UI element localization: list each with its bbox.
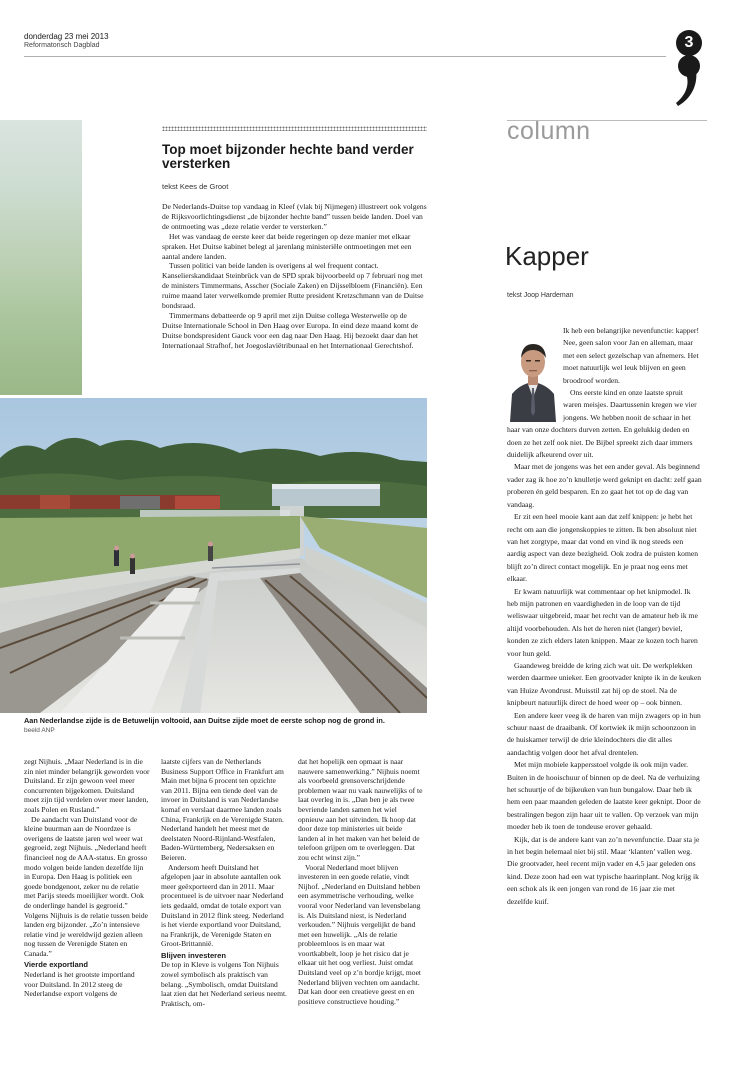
- left-margin-image: [0, 120, 82, 395]
- column-paragraph: Gaandeweg breidde de kring zich wat uit. De werkplekken werden daarmee unieker. Een grootvader knipte ik in de keuken van Huize Avondrust. Muisstil zat hij op de stoel. Na de knipbeurt natuurlijk direct de hoed weer op – ook binnen.: [507, 660, 701, 708]
- intro-paragraph: Timmermans debatteerde op 9 april met zijn Duitse collega Westerwelle op de Duitse Internationale School in Den Haag over Europa. In eind deze maand komt de Duitse bondspresident Gauck voor een dag naar Den Haag. Hij bezoekt daar dan het Internationaal Strafhof, het Joegoslaviëtribunaal en het Internationaal Gerechtshof.: [162, 310, 418, 350]
- article-paragraph: dat het hopelijk een opmaat is naar nauwere samenwerking.” Nijhuis noemt als voorbeeld grensoverschrijdende problemen waar nu vaak nauwelijks of te laat overleg in is. „Dan ben je als twee bevriende landen samen het wiel opnieuw aan het uitvinden. Ik hoop dat door deze top ministeries uit beide landen al in het maken van het beleid de telefoon grijpen om te overleggen. Dat zou echt winst zijn.”: [298, 757, 423, 862]
- article-subheading: Vierde exportland: [24, 960, 89, 970]
- railway-photo: [0, 398, 427, 713]
- header-rule: [24, 56, 666, 57]
- intro-paragraph: De Nederlands-Duitse top vandaag in Kleef (vlak bij Nijmegen) illustreert ook volgens de Rijksvoorlichtingsdienst „de bijzonder hechte band” tussen beide landen. Doel van de ontmoeting was „deze relatie verder te versterken.”: [162, 202, 427, 231]
- column-paragraph: Een andere keer veeg ik de haren van mijn zwagers op in hun schuur naast de draaibank. Of kortwiek ik mijn schoonzoon in de huiskamer terwijl de drie kleindochters die dit alles aandachtig volgen door het afval drentelen.: [507, 710, 701, 757]
- photo-credit: beeld ANP: [24, 727, 55, 734]
- article-paragraph: De aandacht van Duitsland voor de kleine buurman aan de Noordzee is overigens de laatste jaren wel weer wat gegroeid, zegt Nijhuis. „Nederland heeft financieel nog de AAA-status. En grosso modo volgen beide landen dezelfde lijn in Europa. Den Haag is politiek een goede bondgenoot, zeker nu de relatie met Parijs steeds moeilijker wordt. Ook de onderlinge handel is gegroeid.” Volgens Nijhuis is de relatie tussen beide landen erg bijzonder. „Zo’n intensieve relatie vind je wereldwijd gezien alleen nog tussen de Verenigde Staten en Canada.”: [24, 814, 148, 958]
- photo-caption: Aan Nederlandse zijde is de Betuwelijn voltooid, aan Duitse zijde moet de eerste schop nog de grond in.: [24, 716, 385, 725]
- column-title: Kapper: [505, 241, 589, 271]
- article-column-2: [161, 757, 287, 1008]
- column-paragraph: Maar met de jongens was het een ander geval. Als beginnend vader zag ik hoe zo’n knulletje werd geknipt en dacht: zelf gaan proberen én geld besparen. En zo gaat het tot op de dag van vandaag.: [507, 462, 702, 509]
- intro-paragraph: Tussen politici van beide landen is overigens al wel frequent contact. Kanselierskandidaat Steinbrück van de SPD sprak bijvoorbeeld op 7 februari nog met de ministers Timmermans, Asscher (Sociale Zaken) en Dijsselbloem (Financiën). Een ruime maand later verwelkomde premier Rutte president Kretzschmann van de Duitse bondsraad.: [162, 261, 424, 311]
- intro-paragraph: Het was vandaag de eerste keer dat beide regeringen op deze manier met elkaar spraken. Het Duitse kabinet belegt al jarenlang ministeriële ontmoetingen met een aantal andere landen.: [162, 231, 412, 261]
- article-column-1: [24, 757, 150, 999]
- column-byline: tekst Joop Hardeman: [507, 292, 574, 299]
- column-paragraph: Ik heb een belangrijke nevenfunctie: kapper! Nee, geen salon voor Jan en alleman, maar met een select gezelschap van afnemers. Het moet natuurlijk wel leuk blijven en geen broodroof worden.: [563, 326, 699, 385]
- column-paragraph: Met mijn mobiele kappersstoel volgde ik ook mijn vader. Buiten in de hooischuur of binnen op de deel. Na de verhuizing het schuurtje of de bijkeuken van hun bungalow. Daar heb ik hem een paar maanden geleden de laatste keer geknipt. Door de bestralingen begon zijn haar uit te vallen. Op verzoek van mijn moeder heb ik toen de tondeuse erover gehaald.: [507, 760, 701, 832]
- column-section-label: column: [507, 117, 591, 145]
- author-portrait: [508, 332, 558, 422]
- column-paragraph: Ons eerste kind en onze laatste spruit waren meisjes. Daartussenin kregen we vier jongens. We hebben nooit de schaar in het haar van onze dochters durven zetten. En gelukkig deden en doen ze het zelf ook niet. De Bijbel spreekt zich daar immers duidelijk afkeurend over uit.: [507, 388, 697, 460]
- article-paragraph: zegt Nijhuis. „Maar Nederland is in die zin niet minder belangrijk geworden voor Duitsland. Er zijn gewoon veel meer concurrenten bijgekomen. Duitsland moet zijn tijd verdelen over meer landen, zoals Polen en Rusland.”: [24, 757, 150, 814]
- article-paragraph: laatste cijfers van de Netherlands Business Support Office in Frankfurt am Main met bijna 6 procent ten opzichte van 2011. Bijna een tiende deel van de invoer in Duitsland is van Nederlandse komaf en verslaat daarmee landen zoals China, Frankrijk en de Verenigde Staten. Nederland handelt het meest met de deelstaten Noord-Rijnland-Westfalen, Baden-Württemberg, Nedersaksen en Beieren.: [161, 757, 284, 862]
- column-paragraph: Kijk, dat is de andere kant van zo’n nevenfunctie. Daar sta je in het begin helemaal niet bij stil. Maar ‘klanten’ vallen weg. Die grootvader, heel recent mijn vader en 4,5 jaar geleden ons kind. Deze zoon had een wat typische haarinplant. Nog krijg ik een schok als ik een jongen van rond de 16 jaar zie met dezelfde kuif.: [507, 834, 700, 906]
- article-column-3: [298, 757, 424, 1006]
- header-date: donderdag 23 mei 2013: [24, 32, 109, 41]
- header-paper-name: Reformatorisch Dagblad: [24, 42, 100, 49]
- column-paragraph: Er zit een heel mooie kant aan dat zelf knippen: je hebt het recht om aan die jongenskoppies te zitten. Ik ben absoluut niet van het zorgtype, maar dat vond en vind ik nog steeds een aardig aspect van deze bezigheid. Ook zodra de puisten komen blijft zo’n direct contact mogelijk. En je praat nog eens met elkaar.: [507, 512, 699, 584]
- column-paragraph: Er kwam natuurlijk wat commentaar op het knipmodel. Ik heb mijn patronen en vaardigheden in de loop van de tijd weliswaar uitgebreid, maar het recht van de amateur heb ik me altijd voorbehouden. Als het de heren niet (langer) beviel, konden ze zich elders laten knippen. Maar ze kozen toch haren voor hun geld.: [507, 586, 698, 658]
- article-byline: tekst Kees de Groot: [162, 182, 229, 191]
- article-headline: Top moet bijzonder hechte band verder versterken: [162, 142, 414, 171]
- article-intro: [162, 202, 427, 351]
- article-paragraph: De top in Kleve is volgens Ton Nijhuis zowel symbolisch als praktisch van belang. „Symbolisch, omdat Duitsland laat zien dat het Nederland serieus neemt. Praktisch, om-: [161, 960, 287, 1008]
- article-dotted-rule: [162, 126, 427, 131]
- page-number-badge: 3: [676, 30, 702, 56]
- article-paragraph: Andersom heeft Duitsland het afgelopen jaar in absolute aantallen ook meer geëxporteerd dan in 2011. Maar procentueel is de uitvoer naar Nederland iets gedaald, omdat de totale export van Duitsland in 2012 flink steeg. Nederland is het vierde exportland voor Duitsland, na Frankrijk, de Verenigde Staten en Groot-Brittannië.: [161, 862, 284, 949]
- article-subheading: Blijven investeren: [161, 950, 226, 960]
- comma-logo-icon: [672, 52, 706, 108]
- article-paragraph: Vooral Nederland moet blijven investeren in een goede relatie, vindt Nijhof. „Nederland en Duitsland hebben een asymmetrische verhouding, welke vooral voor Nederland van levensbelang is. Als Duitsland niest, is Nederland verkouden.” Nijhuis vergelijkt de band met een huwelijk. „Als de relatie probleemloos is en maar wat voortkabbelt, loop je het risico dat je elkaar uit het oog verliest. Juist omdat Duitsland veel op z’n bordje krijgt, moet Nederland blijven vechten om aandacht. Dat kan door een creatieve geest en en positieve constructieve houding.”: [298, 862, 422, 1006]
- article-paragraph: Nederland is het grootste importland voor Duitsland. In 2012 steeg de Nederlandse export volgens de: [24, 970, 135, 999]
